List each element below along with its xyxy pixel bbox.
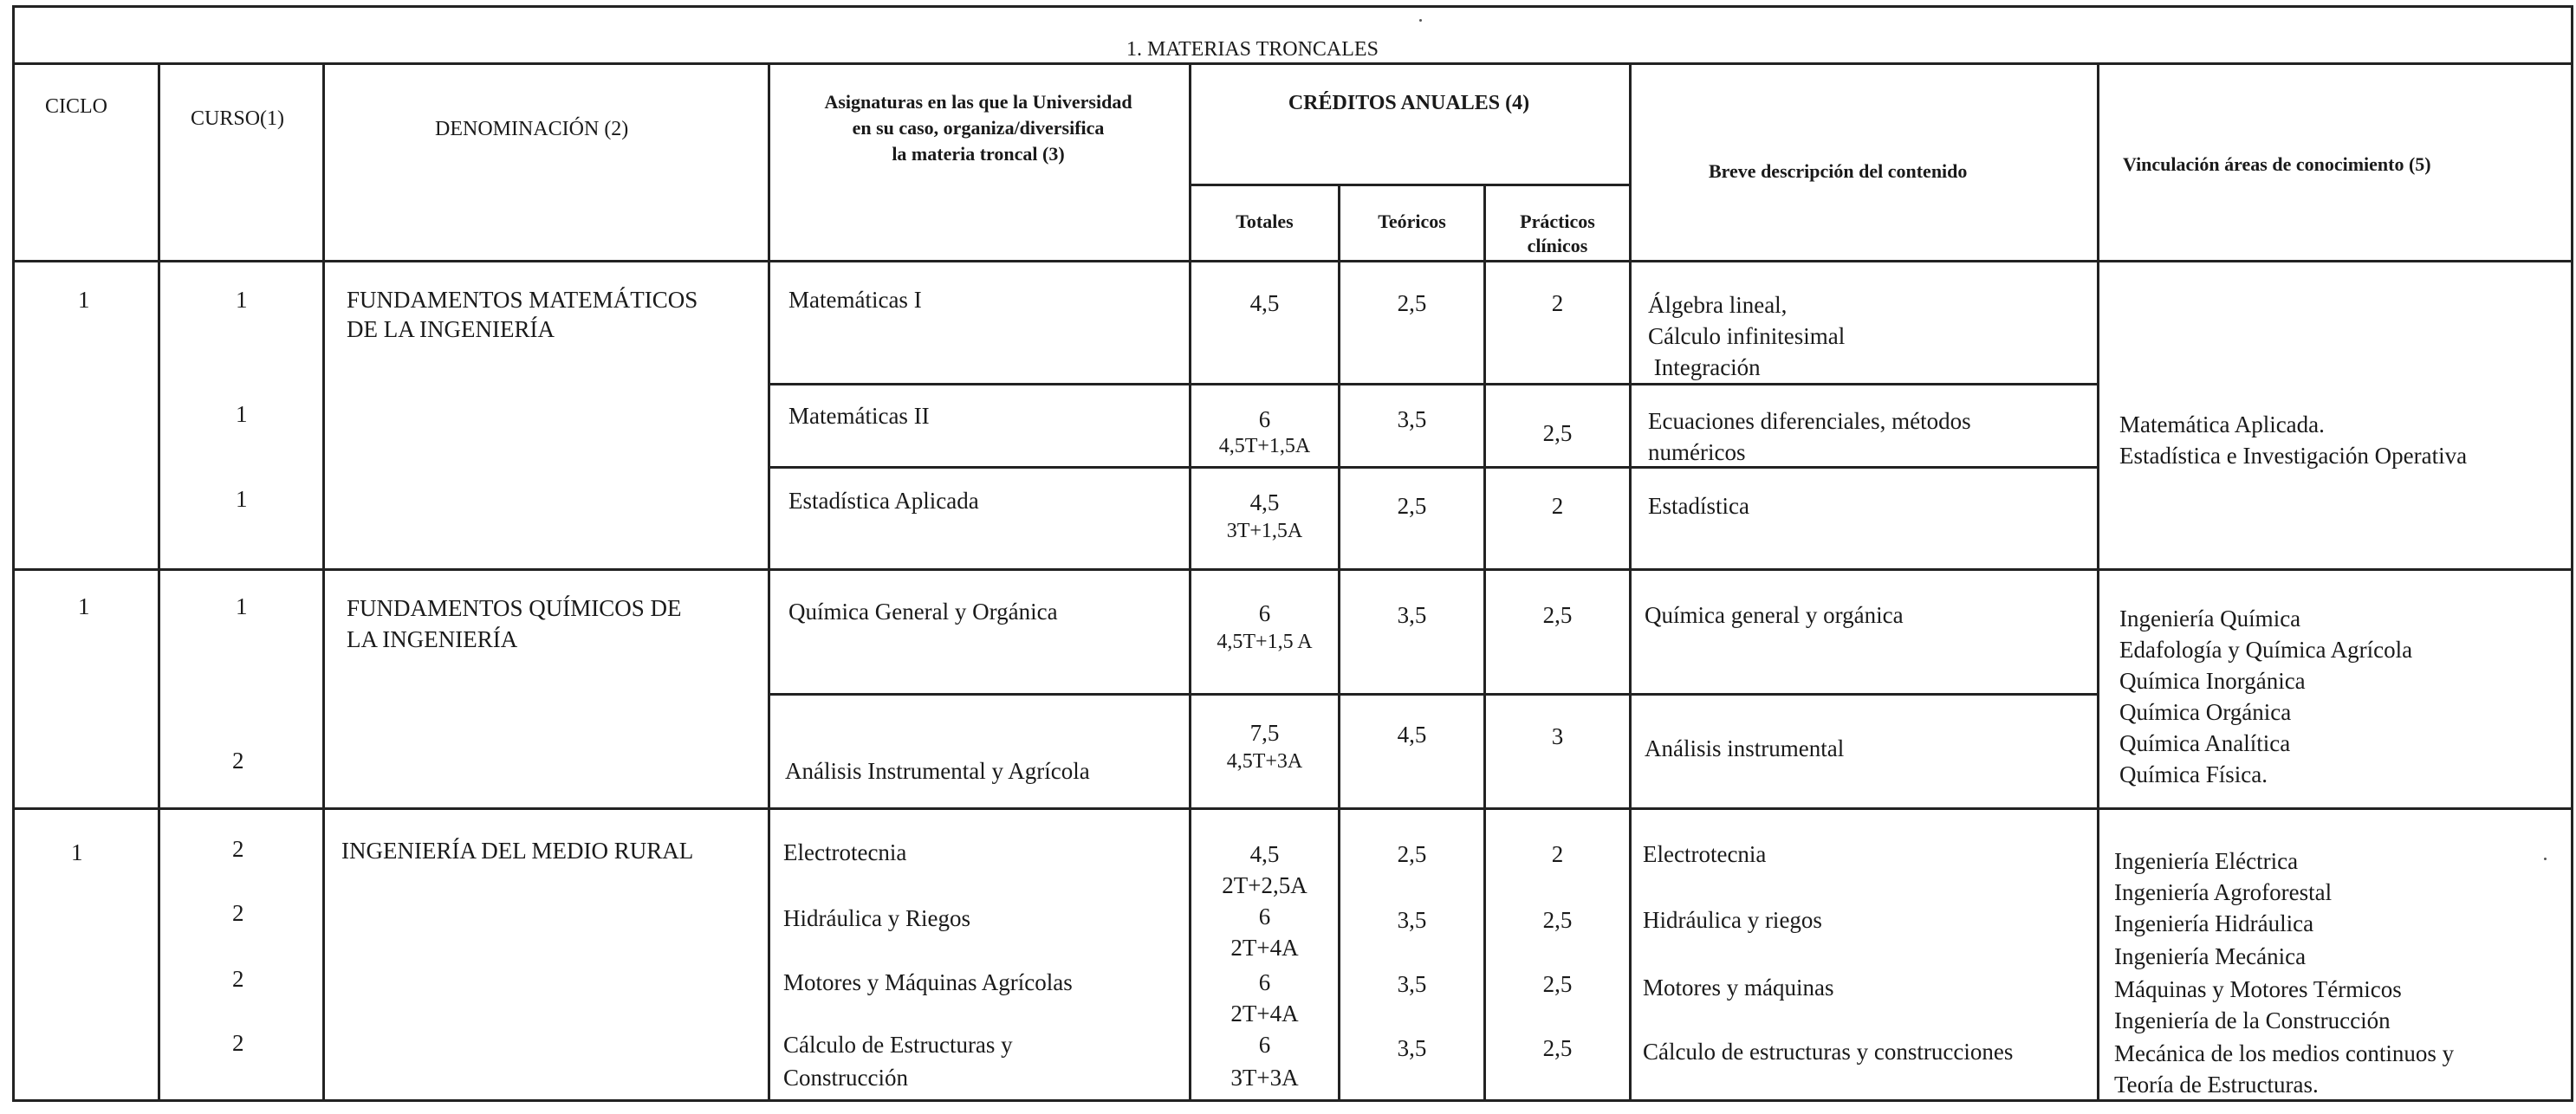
table-row-teoricos: 2,5 (1397, 493, 1427, 519)
table-row-totales-sub: 2T+4A (1230, 1001, 1299, 1027)
group2-vinculacion-3: Química Inorgánica (2119, 668, 2306, 694)
table-row-totales-sub: 3T+3A (1230, 1065, 1299, 1091)
table-row-descripcion-2: numéricos (1648, 439, 1746, 465)
table-row-asignatura: Matemáticas I (788, 287, 922, 313)
group2-denominacion-1: FUNDAMENTOS QUÍMICOS DE (347, 595, 682, 621)
group2-vinculacion-6: Química Física. (2119, 761, 2268, 787)
rule-col-denom (768, 62, 770, 1102)
group3-ciclo: 1 (71, 839, 83, 865)
table-row-curso: 2 (232, 836, 244, 862)
group1-ciclo: 1 (78, 287, 90, 313)
table-row-descripcion-1: Hidráulica y riegos (1643, 907, 1822, 933)
table-row-asignatura: Matemáticas II (788, 403, 930, 429)
rule-col-curso (322, 62, 325, 1102)
table-row-totales-sub: 4,5T+1,5A (1218, 435, 1311, 457)
table-row-practicos: 2,5 (1542, 420, 1573, 446)
group1-denominacion-2: DE LA INGENIERÍA (347, 316, 555, 342)
rule-col-teoricos (1483, 184, 1486, 1102)
rule-row-mat2 (768, 466, 2097, 469)
table-row-totales-sub: 2T+2,5A (1222, 872, 1307, 898)
table-row-practicos: 2 (1551, 290, 1564, 316)
header-ciclo: CICLO (45, 95, 107, 118)
header-asignaturas-1: Asignaturas en las que la Universidad (824, 91, 1132, 113)
header-totales: Totales (1236, 210, 1294, 232)
table-row-asignatura-2: Construcción (783, 1065, 908, 1091)
table-row-totales-sub: 4,5T+3A (1226, 750, 1303, 773)
group2-denominacion-2: LA INGENIERÍA (347, 626, 518, 652)
table-row-descripcion-1: Estadística (1648, 493, 1749, 519)
table-row-totales: 7,5 (1249, 720, 1280, 746)
group1-vinculacion-2: Estadística e Investigación Operativa (2119, 443, 2468, 469)
rule-row-mat1 (768, 383, 2097, 385)
group3-vinculacion-8: Teoría de Estructuras. (2114, 1072, 2319, 1098)
table-row-descripcion-1: Cálculo de estructuras y construcciones (1643, 1039, 2014, 1065)
table-row-curso: 1 (236, 593, 248, 619)
table-row-asignatura: Electrotecnia (783, 839, 907, 865)
table-row-descripcion-3: Integración (1648, 354, 1761, 380)
table-row-totales: 4,5 (1249, 489, 1280, 515)
header-descripcion: Breve descripción del contenido (1709, 160, 1968, 182)
rule-col-desc (2097, 62, 2099, 1102)
header-asignaturas-3: la materia troncal (3) (892, 143, 1065, 165)
rule-col-ciclo (158, 62, 160, 1102)
table-row-teoricos: 4,5 (1397, 722, 1427, 748)
table-row-asignatura: Análisis Instrumental y Agrícola (785, 758, 1090, 784)
table-row-curso: 2 (232, 966, 244, 992)
table-row-teoricos: 2,5 (1397, 290, 1427, 316)
group3-vinculacion-7: Mecánica de los medios continuos y (2114, 1040, 2455, 1066)
table-row-asignatura: Química General y Orgánica (788, 599, 1058, 625)
table-row-practicos: 2,5 (1542, 907, 1573, 933)
group1-vinculacion-1: Matemática Aplicada. (2119, 411, 2325, 437)
table-row-teoricos: 3,5 (1397, 602, 1427, 628)
rule-header-bottom (12, 260, 2573, 262)
table-title: 1. MATERIAS TRONCALES (1126, 38, 1379, 61)
table-row-practicos: 3 (1551, 723, 1564, 749)
table-row-descripcion-2: Cálculo infinitesimal (1648, 323, 1846, 349)
table-row-practicos: 2,5 (1542, 1035, 1573, 1061)
table-row-descripcion-1: Álgebra lineal, (1648, 292, 1788, 318)
table-row-descripcion-1: Electrotecnia (1643, 841, 1767, 867)
header-practicos-1: Prácticos (1520, 210, 1595, 232)
group3-vinculacion-1: Ingeniería Eléctrica (2114, 848, 2299, 874)
table-row-practicos: 2,5 (1542, 602, 1573, 628)
group2-vinculacion-1: Ingeniería Química (2119, 606, 2301, 631)
table-row-totales-sub: 2T+4A (1230, 935, 1299, 961)
table-row-asignatura: Hidráulica y Riegos (783, 905, 970, 931)
rule-col-totales (1338, 184, 1340, 1102)
table-row-practicos: 2 (1551, 493, 1564, 519)
table-row-curso: 1 (236, 486, 248, 512)
rule-creditos-bottom (1189, 184, 1629, 186)
table-row-teoricos: 3,5 (1397, 971, 1427, 997)
group3-vinculacion-4: Ingeniería Mecánica (2114, 943, 2307, 969)
rule-group2-bottom (12, 807, 2573, 810)
table-row-totales: 6 (1258, 1032, 1271, 1058)
group3-vinculacion-6: Ingeniería de la Construcción (2114, 1007, 2391, 1033)
table-row-teoricos: 2,5 (1397, 841, 1427, 867)
header-denominacion: DENOMINACIÓN (2) (435, 118, 629, 140)
group3-vinculacion-2: Ingeniería Agroforestal (2114, 879, 2333, 905)
table-row-totales: 6 (1258, 969, 1271, 995)
group1-denominacion-1: FUNDAMENTOS MATEMÁTICOS (347, 287, 698, 313)
table-row-descripcion-1: Análisis instrumental (1645, 735, 1845, 761)
table-row-curso: 1 (236, 401, 248, 427)
table-row-totales: 6 (1258, 406, 1271, 432)
header-practicos-2: clínicos (1527, 235, 1588, 256)
scan-speck (2544, 858, 2547, 860)
table-row-descripcion-1: Química general y orgánica (1645, 602, 1904, 628)
group2-vinculacion-2: Edafología y Química Agrícola (2119, 637, 2413, 663)
table-row-curso: 2 (232, 900, 244, 926)
header-teoricos: Teóricos (1378, 210, 1446, 232)
table-row-totales-sub: 4,5T+1,5 A (1217, 631, 1313, 653)
table-row-teoricos: 3,5 (1397, 907, 1427, 933)
header-curso: CURSO(1) (191, 107, 285, 130)
group2-vinculacion-5: Química Analítica (2119, 730, 2291, 756)
rule-title-bottom (12, 62, 2573, 65)
table-row-practicos: 2 (1551, 841, 1564, 867)
scan-speck (1419, 19, 1422, 22)
table-row-asignatura: Motores y Máquinas Agrícolas (783, 969, 1073, 995)
rule-col-practicos (1629, 62, 1632, 1102)
group3-vinculacion-5: Máquinas y Motores Térmicos (2114, 976, 2402, 1002)
group2-vinculacion-4: Química Orgánica (2119, 699, 2292, 725)
table-row-asignatura-1: Cálculo de Estructuras y (783, 1032, 1013, 1058)
group3-denominacion-1: INGENIERÍA DEL MEDIO RURAL (341, 838, 694, 864)
group3-vinculacion-3: Ingeniería Hidráulica (2114, 910, 2314, 936)
table-row-descripcion-1: Motores y máquinas (1643, 975, 1834, 1001)
table-row-totales-sub: 3T+1,5A (1226, 520, 1303, 542)
table-row-descripcion-1: Ecuaciones diferenciales, métodos (1648, 408, 1971, 434)
rule-group1-bottom (12, 568, 2573, 571)
table-row-curso: 2 (232, 748, 244, 774)
rule-row-quim1 (768, 693, 2097, 696)
table-row-curso: 2 (232, 1030, 244, 1056)
table-row-practicos: 2,5 (1542, 971, 1573, 997)
table-row-totales: 4,5 (1249, 841, 1280, 867)
table-row-totales: 6 (1258, 600, 1271, 626)
header-vinculacion: Vinculación áreas de conocimiento (5) (2123, 153, 2431, 175)
table-row-totales: 6 (1258, 904, 1271, 929)
table-row-teoricos: 3,5 (1397, 406, 1427, 432)
table-row-asignatura: Estadística Aplicada (788, 488, 979, 514)
header-asignaturas-2: en su caso, organiza/diversifica (852, 117, 1105, 139)
header-creditos: CRÉDITOS ANUALES (4) (1288, 92, 1530, 114)
group2-ciclo: 1 (78, 593, 90, 619)
table-row-teoricos: 3,5 (1397, 1035, 1427, 1061)
table-row-totales: 4,5 (1249, 290, 1280, 316)
table-row-curso: 1 (236, 287, 248, 313)
